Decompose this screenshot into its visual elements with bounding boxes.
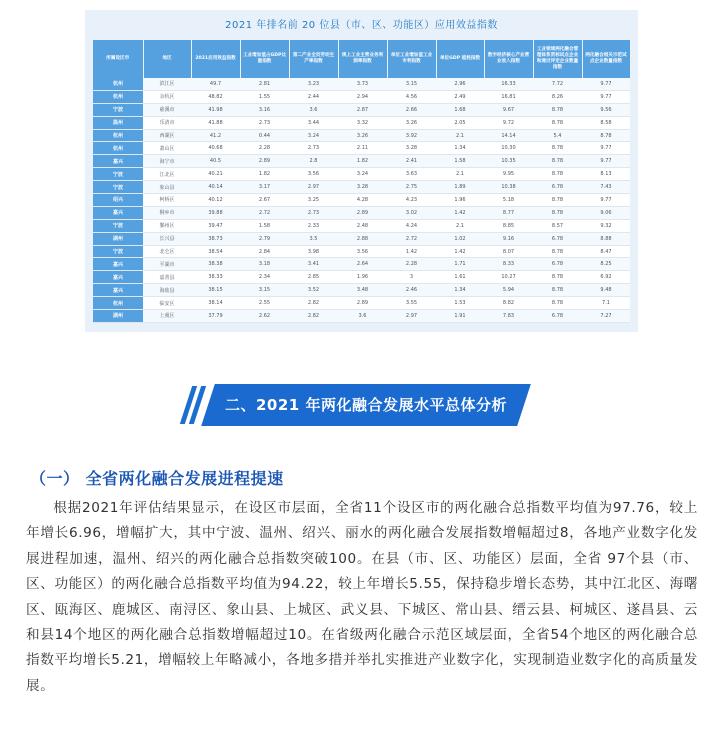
value-cell: 39.88 <box>191 206 240 219</box>
value-cell: 3.02 <box>387 206 436 219</box>
region-cell: 长兴县 <box>143 232 191 245</box>
value-cell: 1.55 <box>240 90 289 103</box>
value-cell: 8.78 <box>533 245 582 258</box>
sub-heading: （一） 全省两化融合发展进程提速 <box>30 469 284 488</box>
value-cell: 37.79 <box>191 310 240 323</box>
value-cell: 8.78 <box>533 284 582 297</box>
value-cell: 3.26 <box>338 129 387 142</box>
value-cell: 3.16 <box>240 103 289 116</box>
value-cell: 3.18 <box>240 258 289 271</box>
value-cell: 2.28 <box>240 142 289 155</box>
value-cell: 8.57 <box>533 219 582 232</box>
value-cell: 40.5 <box>191 155 240 168</box>
value-cell: 2.97 <box>289 181 338 194</box>
table-row <box>93 103 630 116</box>
value-cell: 8.33 <box>484 258 533 271</box>
value-cell: 2.55 <box>240 297 289 310</box>
region-cell: 桐乡市 <box>143 206 191 219</box>
value-cell: 2.94 <box>338 90 387 103</box>
value-cell: 38.54 <box>191 245 240 258</box>
value-cell: 40.12 <box>191 194 240 207</box>
value-cell: 10.35 <box>484 155 533 168</box>
value-cell: 3 <box>387 271 436 284</box>
region-cell: 鄞州区 <box>143 219 191 232</box>
value-cell: 41.98 <box>191 103 240 116</box>
city-cell: 嘉兴 <box>93 271 143 284</box>
value-cell: 8.88 <box>582 232 630 245</box>
value-cell: 2.84 <box>240 245 289 258</box>
value-cell: 2.34 <box>240 271 289 284</box>
region-cell: 平湖市 <box>143 258 191 271</box>
value-cell: 8.78 <box>533 116 582 129</box>
value-cell: 2.73 <box>289 142 338 155</box>
value-cell: 3.23 <box>289 78 338 90</box>
value-cell: 9.56 <box>582 103 630 116</box>
value-cell: 2.66 <box>387 103 436 116</box>
value-cell: 2.72 <box>387 232 436 245</box>
value-cell: 3.25 <box>289 194 338 207</box>
city-cell: 杭州 <box>93 90 143 103</box>
value-cell: 6.92 <box>582 271 630 284</box>
table-header-cell: 地区 <box>143 40 191 78</box>
value-cell: 10.30 <box>484 142 533 155</box>
value-cell: 2.89 <box>338 297 387 310</box>
value-cell: 5.4 <box>533 129 582 142</box>
value-cell: 9.72 <box>484 116 533 129</box>
table-header-cell: 第二产业全员劳动生产率指数 <box>289 40 338 78</box>
table-row <box>93 168 630 181</box>
city-cell: 宁波 <box>93 181 143 194</box>
table-row <box>93 142 630 155</box>
value-cell: 2.75 <box>387 181 436 194</box>
value-cell: 8.25 <box>582 258 630 271</box>
value-cell: 4.56 <box>387 90 436 103</box>
section-banner <box>180 380 545 430</box>
value-cell: 2.11 <box>338 142 387 155</box>
value-cell: 2.96 <box>436 78 484 90</box>
value-cell: 10.38 <box>484 181 533 194</box>
value-cell: 2.85 <box>289 271 338 284</box>
city-cell: 嘉兴 <box>93 258 143 271</box>
value-cell: 8.13 <box>582 168 630 181</box>
region-cell: 江北区 <box>143 168 191 181</box>
value-cell: 2.62 <box>240 310 289 323</box>
value-cell: 39.47 <box>191 219 240 232</box>
table-body <box>93 78 630 322</box>
value-cell: 1.42 <box>387 245 436 258</box>
value-cell: 3.24 <box>338 168 387 181</box>
value-cell: 4.28 <box>338 194 387 207</box>
value-cell: 38.73 <box>191 232 240 245</box>
table-header-cell: 两化融合相关示范试点企业数量指数 <box>582 40 630 78</box>
value-cell: 2.44 <box>289 90 338 103</box>
value-cell: 1.34 <box>436 284 484 297</box>
region-cell: 慈溪市 <box>143 103 191 116</box>
value-cell: 3.15 <box>387 78 436 90</box>
value-cell: 1.82 <box>240 168 289 181</box>
table-row <box>93 206 630 219</box>
value-cell: 3.52 <box>289 284 338 297</box>
city-cell: 湖州 <box>93 310 143 323</box>
value-cell: 8.78 <box>533 155 582 168</box>
region-cell: 海盐县 <box>143 284 191 297</box>
value-cell: 2.89 <box>338 206 387 219</box>
value-cell: 2.1 <box>436 168 484 181</box>
value-cell: 1.91 <box>436 310 484 323</box>
value-cell: 49.7 <box>191 78 240 90</box>
value-cell: 5.94 <box>484 284 533 297</box>
city-cell: 嘉兴 <box>93 206 143 219</box>
value-cell: 8.78 <box>533 194 582 207</box>
value-cell: 8.78 <box>533 142 582 155</box>
value-cell: 3.98 <box>289 245 338 258</box>
value-cell: 1.61 <box>436 271 484 284</box>
table-header-cell: 2021应用效益指数 <box>191 40 240 78</box>
value-cell: 8.78 <box>533 168 582 181</box>
region-cell: 嘉善县 <box>143 271 191 284</box>
value-cell: 2.41 <box>387 155 436 168</box>
value-cell: 38.14 <box>191 297 240 310</box>
region-cell: 海宁市 <box>143 155 191 168</box>
table-header-cell: 工业增加值占GDP比重指数 <box>240 40 289 78</box>
value-cell: 1.89 <box>436 181 484 194</box>
value-cell: 2.46 <box>387 284 436 297</box>
value-cell: 8.47 <box>582 245 630 258</box>
value-cell: 2.79 <box>240 232 289 245</box>
value-cell: 7.83 <box>484 310 533 323</box>
table-header-cell: 所属设区市 <box>93 40 143 78</box>
value-cell: 3.56 <box>289 168 338 181</box>
table-row <box>93 194 630 207</box>
table-row <box>93 297 630 310</box>
city-cell: 嘉兴 <box>93 155 143 168</box>
value-cell: 2.81 <box>240 78 289 90</box>
value-cell: 8.78 <box>533 103 582 116</box>
body-paragraph: 根据2021年评估结果显示，在设区市层面，全省11个设区市的两化融合总指数平均值为97.76，较上年增长6.96，增幅扩大，其中宁波、温州、绍兴、丽水的两化融合发展指数增幅超过8，各地产业数字化发展进程加速，温州、绍兴的两化融合总指数突破100。在县（市、区、功能区）层面，全省 97个县（市、区、功能区）的两化融合总指数平均值为94.22，较上年增长5.55，保持稳步增长态势，其中江北区、海曙区、瓯海区、鹿城区、南浔区、象山县、上城区、武义县、下城区、常山县、缙云县、柯城区、遂昌县、云和县14个地区的两化融合总指数增幅超过10。在省级两化融合示范区域层面，全省54个地区的两化融合总指数平均增长5.21，增幅较上年略减小，各地多措并举扎实推进产业数字化，实现制造业数字化的高质量发展。 <box>26 500 698 694</box>
region-cell: 滨江区 <box>143 78 191 90</box>
value-cell: 4.24 <box>387 219 436 232</box>
value-cell: 2.1 <box>436 129 484 142</box>
city-cell: 杭州 <box>93 129 143 142</box>
value-cell: 2.8 <box>289 155 338 168</box>
value-cell: 3.41 <box>289 258 338 271</box>
region-cell: 临安区 <box>143 297 191 310</box>
region-cell: 象山县 <box>143 181 191 194</box>
table-header-cell: 单位GDP 能耗指数 <box>436 40 484 78</box>
region-cell: 余杭区 <box>143 90 191 103</box>
city-cell: 湖州 <box>93 232 143 245</box>
table-row <box>93 271 630 284</box>
value-cell: 3.24 <box>289 129 338 142</box>
table-title: 2021 年排名前 20 位县（市、区、功能区）应用效益指数 <box>225 20 498 31</box>
table-row <box>93 116 630 129</box>
table-row <box>93 245 630 258</box>
value-cell: 7.43 <box>582 181 630 194</box>
value-cell: 3.92 <box>387 129 436 142</box>
value-cell: 14.14 <box>484 129 533 142</box>
value-cell: 41.2 <box>191 129 240 142</box>
value-cell: 3.44 <box>289 116 338 129</box>
table-row <box>93 232 630 245</box>
region-cell: 乐清市 <box>143 116 191 129</box>
value-cell: 1.96 <box>338 271 387 284</box>
value-cell: 3.28 <box>387 142 436 155</box>
value-cell: 3.73 <box>338 78 387 90</box>
value-cell: 6.78 <box>533 232 582 245</box>
value-cell: 7.72 <box>533 78 582 90</box>
value-cell: 40.14 <box>191 181 240 194</box>
value-cell: 2.1 <box>436 219 484 232</box>
value-cell: 2.48 <box>338 219 387 232</box>
value-cell: 2.64 <box>338 258 387 271</box>
table-header-row <box>93 40 630 78</box>
value-cell: 9.95 <box>484 168 533 181</box>
value-cell: 9.77 <box>582 142 630 155</box>
value-cell: 9.06 <box>582 206 630 219</box>
region-cell: 上虞区 <box>143 310 191 323</box>
value-cell: 3.5 <box>289 232 338 245</box>
value-cell: 2.73 <box>240 116 289 129</box>
value-cell: 10.27 <box>484 271 533 284</box>
city-cell: 宁波 <box>93 103 143 116</box>
table-row <box>93 181 630 194</box>
value-cell: 3.56 <box>338 245 387 258</box>
value-cell: 8.07 <box>484 245 533 258</box>
value-cell: 1.42 <box>436 206 484 219</box>
value-cell: 6.78 <box>533 181 582 194</box>
index-table-card <box>85 10 638 332</box>
table-header-cell: 规上工业主营业务利润率指数 <box>338 40 387 78</box>
value-cell: 8.78 <box>533 297 582 310</box>
value-cell: 4.23 <box>387 194 436 207</box>
value-cell: 2.05 <box>436 116 484 129</box>
value-cell: 16.33 <box>484 78 533 90</box>
value-cell: 1.58 <box>240 219 289 232</box>
value-cell: 1.96 <box>436 194 484 207</box>
value-cell: 3.15 <box>240 284 289 297</box>
value-cell: 7.27 <box>582 310 630 323</box>
value-cell: 2.97 <box>387 310 436 323</box>
index-table <box>93 40 631 323</box>
value-cell: 8.26 <box>533 90 582 103</box>
table-header-cell: 单位工业增加值工业专利指数 <box>387 40 436 78</box>
table-row <box>93 155 630 168</box>
value-cell: 2.87 <box>338 103 387 116</box>
value-cell: 9.32 <box>582 219 630 232</box>
value-cell: 8.82 <box>484 297 533 310</box>
value-cell: 8.77 <box>484 206 533 219</box>
value-cell: 9.16 <box>484 232 533 245</box>
value-cell: 9.77 <box>582 155 630 168</box>
value-cell: 8.85 <box>484 219 533 232</box>
region-cell: 北仑区 <box>143 245 191 258</box>
city-cell: 杭州 <box>93 78 143 90</box>
value-cell: 3.26 <box>387 116 436 129</box>
value-cell: 3.6 <box>338 310 387 323</box>
value-cell: 8.58 <box>582 116 630 129</box>
value-cell: 2.28 <box>387 258 436 271</box>
value-cell: 9.77 <box>582 90 630 103</box>
value-cell: 2.49 <box>436 90 484 103</box>
value-cell: 1.42 <box>436 245 484 258</box>
city-cell: 宁波 <box>93 245 143 258</box>
value-cell: 7.1 <box>582 297 630 310</box>
city-cell: 宁波 <box>93 219 143 232</box>
value-cell: 3.55 <box>387 297 436 310</box>
value-cell: 6.78 <box>533 258 582 271</box>
value-cell: 8.78 <box>533 206 582 219</box>
table-row <box>93 129 630 142</box>
table-row <box>93 78 630 90</box>
table-header-cell: 工业领域两化融合管理体系贯标试点企业和通过评定企业数量指数 <box>533 40 582 78</box>
value-cell: 3.48 <box>338 284 387 297</box>
city-cell: 嘉兴 <box>93 284 143 297</box>
region-cell: 萧山区 <box>143 142 191 155</box>
value-cell: 3.6 <box>289 103 338 116</box>
section-title: 二、2021 年两化融合发展水平总体分析 <box>225 396 507 414</box>
value-cell: 9.77 <box>582 78 630 90</box>
value-cell: 40.68 <box>191 142 240 155</box>
value-cell: 2.73 <box>289 206 338 219</box>
value-cell: 1.82 <box>338 155 387 168</box>
city-cell: 杭州 <box>93 297 143 310</box>
value-cell: 9.77 <box>582 194 630 207</box>
value-cell: 1.34 <box>436 142 484 155</box>
table-row <box>93 284 630 297</box>
city-cell: 温州 <box>93 116 143 129</box>
value-cell: 9.48 <box>582 284 630 297</box>
city-cell: 宁波 <box>93 168 143 181</box>
value-cell: 0.44 <box>240 129 289 142</box>
value-cell: 2.82 <box>289 310 338 323</box>
value-cell: 8.78 <box>582 129 630 142</box>
value-cell: 3.32 <box>338 116 387 129</box>
value-cell: 2.89 <box>240 155 289 168</box>
value-cell: 2.88 <box>338 232 387 245</box>
value-cell: 38.15 <box>191 284 240 297</box>
table-row <box>93 258 630 271</box>
city-cell: 绍兴 <box>93 194 143 207</box>
value-cell: 38.38 <box>191 258 240 271</box>
value-cell: 40.21 <box>191 168 240 181</box>
value-cell: 2.72 <box>240 206 289 219</box>
value-cell: 8.78 <box>533 271 582 284</box>
value-cell: 1.53 <box>436 297 484 310</box>
table-row <box>93 219 630 232</box>
table-header-cell: 数字经济核心产业营业收入指数 <box>484 40 533 78</box>
value-cell: 1.02 <box>436 232 484 245</box>
table-row <box>93 90 630 103</box>
value-cell: 41.88 <box>191 116 240 129</box>
value-cell: 1.71 <box>436 258 484 271</box>
value-cell: 2.67 <box>240 194 289 207</box>
city-cell: 杭州 <box>93 142 143 155</box>
value-cell: 3.28 <box>338 181 387 194</box>
region-cell: 柯桥区 <box>143 194 191 207</box>
value-cell: 5.18 <box>484 194 533 207</box>
region-cell: 西湖区 <box>143 129 191 142</box>
value-cell: 16.81 <box>484 90 533 103</box>
value-cell: 1.58 <box>436 155 484 168</box>
value-cell: 6.78 <box>533 310 582 323</box>
value-cell: 2.82 <box>289 297 338 310</box>
value-cell: 38.33 <box>191 271 240 284</box>
value-cell: 9.67 <box>484 103 533 116</box>
value-cell: 3.63 <box>387 168 436 181</box>
value-cell: 48.82 <box>191 90 240 103</box>
value-cell: 2.33 <box>289 219 338 232</box>
value-cell: 3.17 <box>240 181 289 194</box>
table-row <box>93 310 630 323</box>
value-cell: 1.68 <box>436 103 484 116</box>
